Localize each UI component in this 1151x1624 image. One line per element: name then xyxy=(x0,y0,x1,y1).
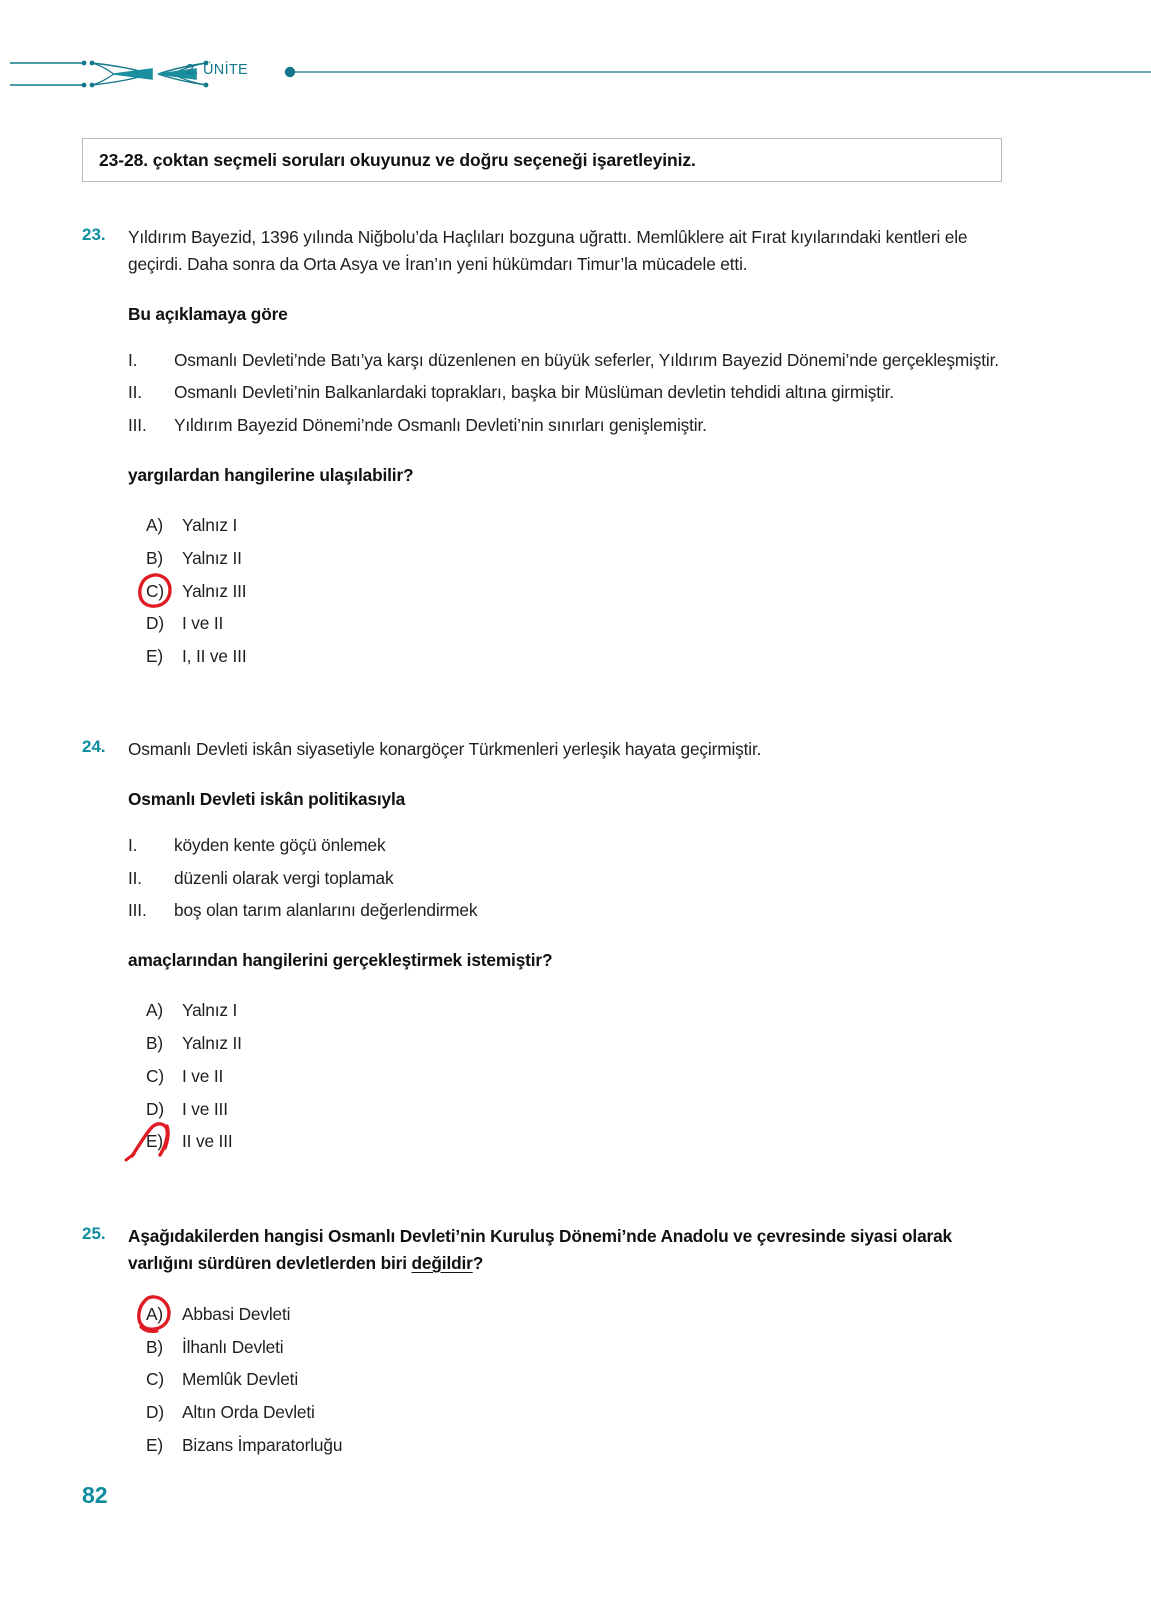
option-e[interactable] xyxy=(146,1128,1002,1155)
question-23 xyxy=(82,224,1002,670)
option-e[interactable] xyxy=(146,1432,1002,1459)
question-24 xyxy=(82,736,1002,1155)
question-25-head xyxy=(82,1223,1002,1277)
roman-numeral: II. xyxy=(128,867,142,888)
option-b[interactable] xyxy=(146,1030,1002,1057)
option-c[interactable] xyxy=(146,578,1002,605)
question-25 xyxy=(82,1223,1002,1459)
option-text: Yalnız I xyxy=(182,1000,238,1021)
option-text: Yalnız II xyxy=(182,1032,242,1053)
roman-text: Yıldırım Bayezid Dönemi’nde Osmanlı Devleti’nin sınırları genişlemiştir. xyxy=(174,415,707,436)
question-25-stem-part1: Aşağıdakilerden hangisi Osmanlı Devleti’nin Kuruluş Dönemi’nde Anadolu ve çevresinde siyasi olarak varlığını sürdüren devletlerden biri xyxy=(128,1226,953,1273)
option-text: Altın Orda Devleti xyxy=(182,1402,315,1423)
question-23-head xyxy=(82,224,1002,278)
option-text: Yalnız III xyxy=(182,580,247,601)
roman-numeral: III. xyxy=(128,900,147,921)
roman-text: köyden kente göçü önlemek xyxy=(174,834,386,855)
option-letter: E) xyxy=(146,1434,163,1455)
option-b[interactable] xyxy=(146,1334,1002,1361)
option-c[interactable] xyxy=(146,1366,1002,1393)
roman-item xyxy=(128,832,1002,859)
question-24-head xyxy=(82,736,1002,763)
option-text: I ve II xyxy=(182,613,224,634)
option-b[interactable] xyxy=(146,545,1002,572)
option-text: Yalnız II xyxy=(182,547,242,568)
option-letter: E) xyxy=(146,1131,163,1152)
option-text: Bizans İmparatorluğu xyxy=(182,1434,343,1455)
roman-text: Osmanlı Devleti’nin Balkanlardaki toprakları, başka bir Müslüman devletin tehdidi altına girmiştir. xyxy=(174,382,894,403)
option-text: İlhanlı Devleti xyxy=(182,1336,284,1357)
page-number: 82 xyxy=(82,1482,108,1508)
unit-label: 2. ÜNİTE xyxy=(186,62,249,78)
question-24-stem: Osmanlı Devleti iskân siyasetiyle konargöçer Türkmenleri yerleşik hayata geçirmiştir. xyxy=(128,738,762,759)
option-d[interactable] xyxy=(146,610,1002,637)
option-text: Abbasi Devleti xyxy=(182,1303,291,1324)
question-24-number: 24. xyxy=(82,736,106,756)
option-letter: C) xyxy=(146,580,164,601)
question-25-number: 25. xyxy=(82,1224,106,1244)
roman-item xyxy=(128,347,1002,374)
roman-text: boş olan tarım alanlarını değerlendirmek xyxy=(174,900,478,921)
option-letter: B) xyxy=(146,547,163,568)
question-23-roman-list xyxy=(128,347,1002,439)
roman-numeral: II. xyxy=(128,382,142,403)
option-letter: A) xyxy=(146,1303,163,1324)
option-d[interactable] xyxy=(146,1096,1002,1123)
question-24-lead-in: Osmanlı Devleti iskân politikasıyla xyxy=(128,788,406,809)
option-e[interactable] xyxy=(146,643,1002,670)
question-23-number: 23. xyxy=(82,225,106,244)
question-23-stem: Yıldırım Bayezid, 1396 yılında Niğbolu’da Haçlıları bozguna uğrattı. Memlûklere ait Fırat kıyılarındaki kentleri ele geçirdi. Daha sonra da Orta Asya ve İran’ın yeni hükümdarı Timur’la mücadele etti. xyxy=(128,227,968,274)
option-text: I ve II xyxy=(182,1065,224,1086)
option-text: Memlûk Devleti xyxy=(182,1369,299,1390)
roman-item xyxy=(128,897,1002,924)
option-text: I ve III xyxy=(182,1098,228,1119)
option-text: Yalnız I xyxy=(182,514,238,535)
roman-item xyxy=(128,412,1002,439)
question-24-options xyxy=(146,997,1002,1155)
question-23-closing: yargılardan hangilerine ulaşılabilir? xyxy=(128,464,414,485)
question-24-body xyxy=(128,789,1002,1155)
roman-numeral: III. xyxy=(128,415,147,436)
option-letter: A) xyxy=(146,514,163,535)
question-23-lead-in: Bu açıklamaya göre xyxy=(128,303,288,324)
question-25-stem-negation: değildir xyxy=(411,1252,473,1273)
bowtie-ornament-icon xyxy=(0,0,1151,120)
question-25-body xyxy=(128,1301,1002,1459)
option-letter: B) xyxy=(146,1032,163,1053)
roman-text: düzenli olarak vergi toplamak xyxy=(174,867,394,888)
roman-text: Osmanlı Devleti’nde Batı’ya karşı düzenlenen en büyük seferler, Yıldırım Bayezid Dönemi’nde gerçekleşmiştir. xyxy=(174,349,999,370)
option-letter: C) xyxy=(146,1369,164,1390)
option-letter: E) xyxy=(146,646,163,667)
question-25-options xyxy=(146,1301,1002,1459)
page-content xyxy=(82,138,1002,1465)
option-a[interactable] xyxy=(146,997,1002,1024)
roman-numeral: I. xyxy=(128,834,138,855)
option-text: I, II ve III xyxy=(182,646,247,667)
option-letter: B) xyxy=(146,1336,163,1357)
question-24-roman-list xyxy=(128,832,1002,924)
roman-numeral: I. xyxy=(128,349,138,370)
instruction-text: 23-28. çoktan seçmeli soruları okuyunuz ve doğru seçeneği işaretleyiniz. xyxy=(99,149,696,170)
question-23-body xyxy=(128,304,1002,670)
roman-item xyxy=(128,865,1002,892)
option-letter: A) xyxy=(146,1000,163,1021)
option-a[interactable] xyxy=(146,512,1002,539)
instruction-box xyxy=(82,138,1002,182)
question-23-options xyxy=(146,512,1002,670)
page-header xyxy=(0,0,1151,120)
roman-item xyxy=(128,379,1002,406)
option-letter: C) xyxy=(146,1065,164,1086)
question-25-stem xyxy=(128,1223,1002,1277)
option-text: II ve III xyxy=(182,1131,233,1152)
option-letter: D) xyxy=(146,1402,164,1423)
question-24-closing: amaçlarından hangilerini gerçekleştirmek istemiştir? xyxy=(128,950,553,971)
option-letter: D) xyxy=(146,1098,164,1119)
question-25-stem-part2: ? xyxy=(472,1252,484,1273)
option-a[interactable] xyxy=(146,1301,1002,1328)
option-letter: D) xyxy=(146,613,164,634)
option-c[interactable] xyxy=(146,1063,1002,1090)
option-d[interactable] xyxy=(146,1399,1002,1426)
